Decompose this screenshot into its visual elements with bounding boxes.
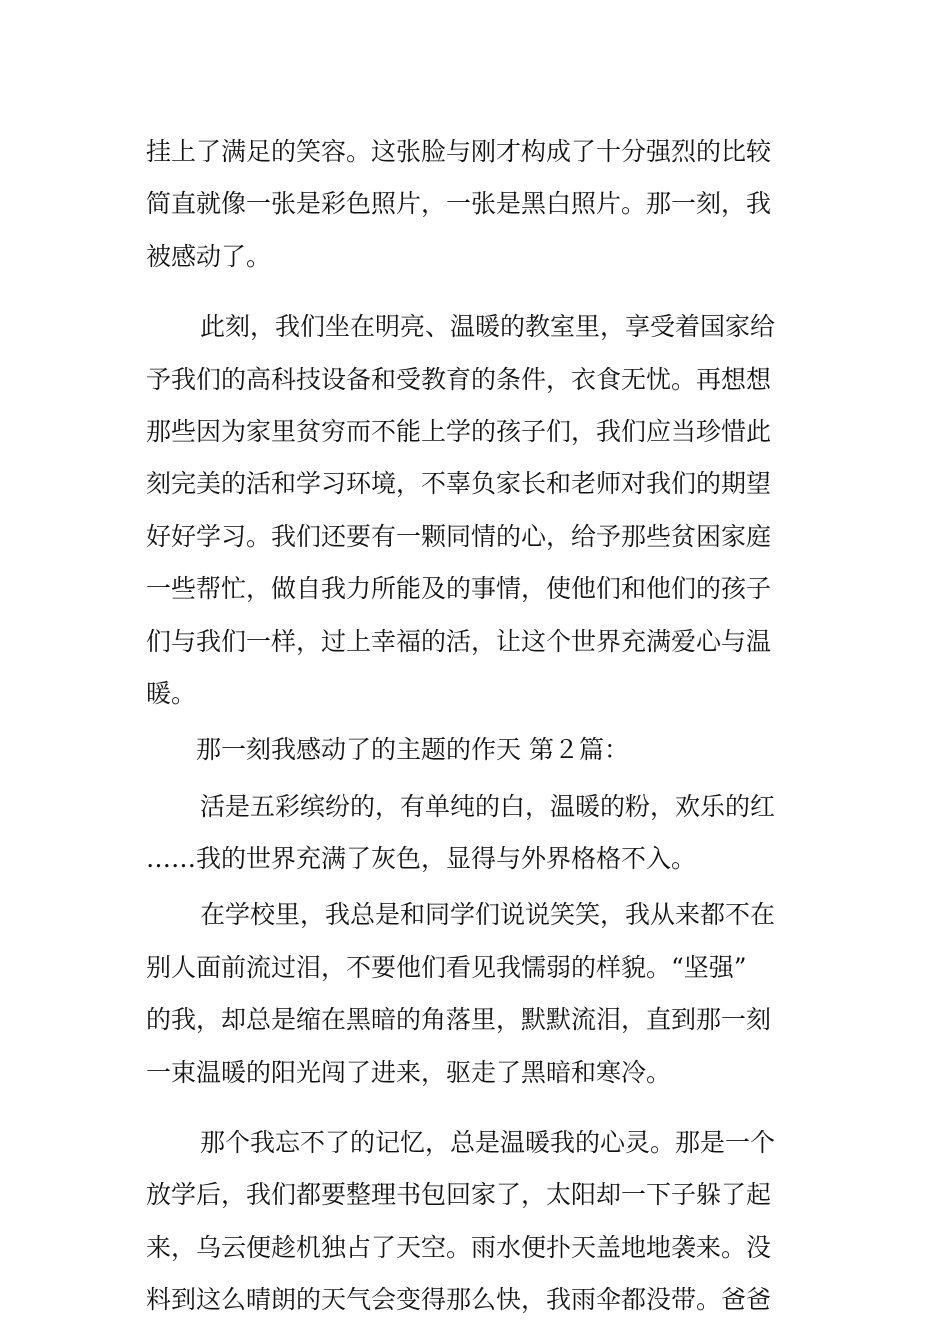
text-line: 那个我忘不了的记忆，总是温暖我的心灵。那是一个 (200, 1128, 776, 1158)
text-line: 予我们的高科技设备和受教育的条件，衣食无忧。再想想 (146, 364, 772, 394)
text-line: 在学校里，我总是和同学们说说笑笑，我从来都不在 (200, 900, 776, 930)
text-line: 简直就像一张是彩色照片，一张是黑白照片。那一刻，我 (146, 189, 772, 219)
text-line: 们与我们一样，过上幸福的活，让这个世界充满爱心与温 (146, 626, 772, 656)
text-line: 那些因为家里贫穷而不能上学的孩子们，我们应当珍惜此 (146, 416, 772, 446)
text-line: 的我，却总是缩在黑暗的角落里，默默流泪，直到那一刻 (146, 1005, 772, 1035)
paragraph (146, 301, 816, 720)
heading-line: 那一刻我感动了的主题的作天 第２篇： (196, 735, 629, 765)
text-line: 一束温暖的阳光闯了进来，驱走了黑暗和寒冷。 (146, 1057, 672, 1087)
paragraph (146, 781, 816, 886)
text-line: 来，乌云便趁机独占了天空。雨水便扑天盖地地袭来。没 (146, 1232, 772, 1262)
paragraph-gap (146, 1099, 816, 1117)
paragraph-gap (146, 283, 816, 301)
paragraph (146, 126, 816, 283)
text-line: 活是五彩缤纷的，有单纯的白，温暖的粉，欢乐的红 (200, 791, 776, 821)
text-line: 好好学习。我们还要有一颗同情的心，给予那些贫困家庭 (146, 521, 772, 551)
text-line: 此刻，我们坐在明亮、温暖的教室里，享受着国家给 (200, 312, 776, 342)
text-line: 挂上了满足的笑容。这张脸与刚才构成了十分强烈的比较 (146, 137, 772, 166)
section-heading (146, 724, 816, 776)
text-line: 料到这么晴朗的天气会变得那么快，我雨伞都没带。爸爸 (146, 1285, 772, 1315)
text-line: ……我的世界充满了灰色，显得与外界格格不入。 (146, 844, 697, 874)
text-line: 暖。 (146, 678, 197, 708)
text-line: 放学后，我们都要整理书包回家了，太阳却一下子躲了起 (146, 1180, 772, 1210)
text-line: 别人面前流过泪，不要他们看见我懦弱的样貌。“坚强” (146, 952, 747, 982)
text-line: 一些帮忙，做自我力所能及的事情，使他们和他们的孩子 (146, 574, 772, 604)
text-line: 被感动了。 (146, 241, 272, 271)
document-body (146, 126, 816, 1327)
paragraph (146, 1117, 816, 1327)
paragraph (146, 889, 816, 1099)
text-line: 刻完美的活和学习环境，不辜负家长和老师对我们的期望 (146, 469, 772, 499)
